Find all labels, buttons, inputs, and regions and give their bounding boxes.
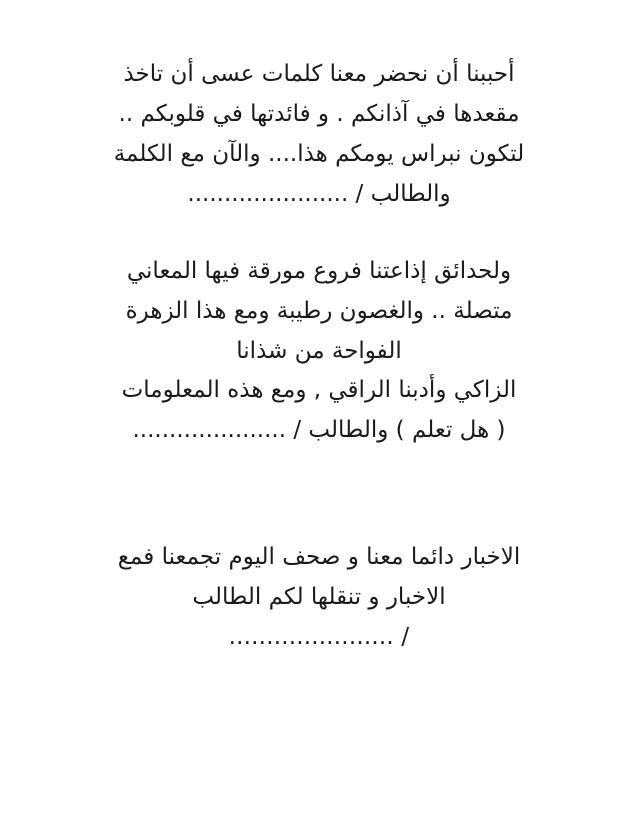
text-line: / ...................... bbox=[228, 624, 410, 650]
text-line: الاخبار دائما معنا و صحف اليوم تجمعنا فمع bbox=[117, 544, 521, 570]
text-line: والطالب / ...................... bbox=[187, 181, 451, 207]
text-line: لتكون نبراس يومكم هذا.... والآن مع الكلمة bbox=[113, 141, 525, 167]
text-line: ولحدائق إذاعتنا فروع مورقة فيها المعاني bbox=[126, 258, 512, 284]
text-line: الاخبار و تنقلها لكم الطالب bbox=[192, 584, 446, 610]
news-paragraph bbox=[40, 537, 598, 657]
text-line: ( هل تعلم ) والطالب / ..................... bbox=[132, 417, 506, 443]
text-line: الزاكي وأدبنا الراقي , ومع هذه المعلومات bbox=[121, 377, 517, 403]
text-line: متصلة .. والغصون رطيبة ومع هذا الزهرة bbox=[125, 298, 513, 324]
text-line: مقعدها في آذانكم . و فائدتها في قلوبكم .. bbox=[118, 101, 520, 127]
intro-paragraph bbox=[40, 54, 598, 214]
text-line: الفواحة من شذانا bbox=[236, 338, 402, 364]
gardens-paragraph bbox=[40, 251, 598, 371]
did-you-know-paragraph bbox=[40, 370, 598, 450]
text-line: أحببنا أن نحضر معنا كلمات عسى أن تاخذ bbox=[123, 61, 515, 87]
